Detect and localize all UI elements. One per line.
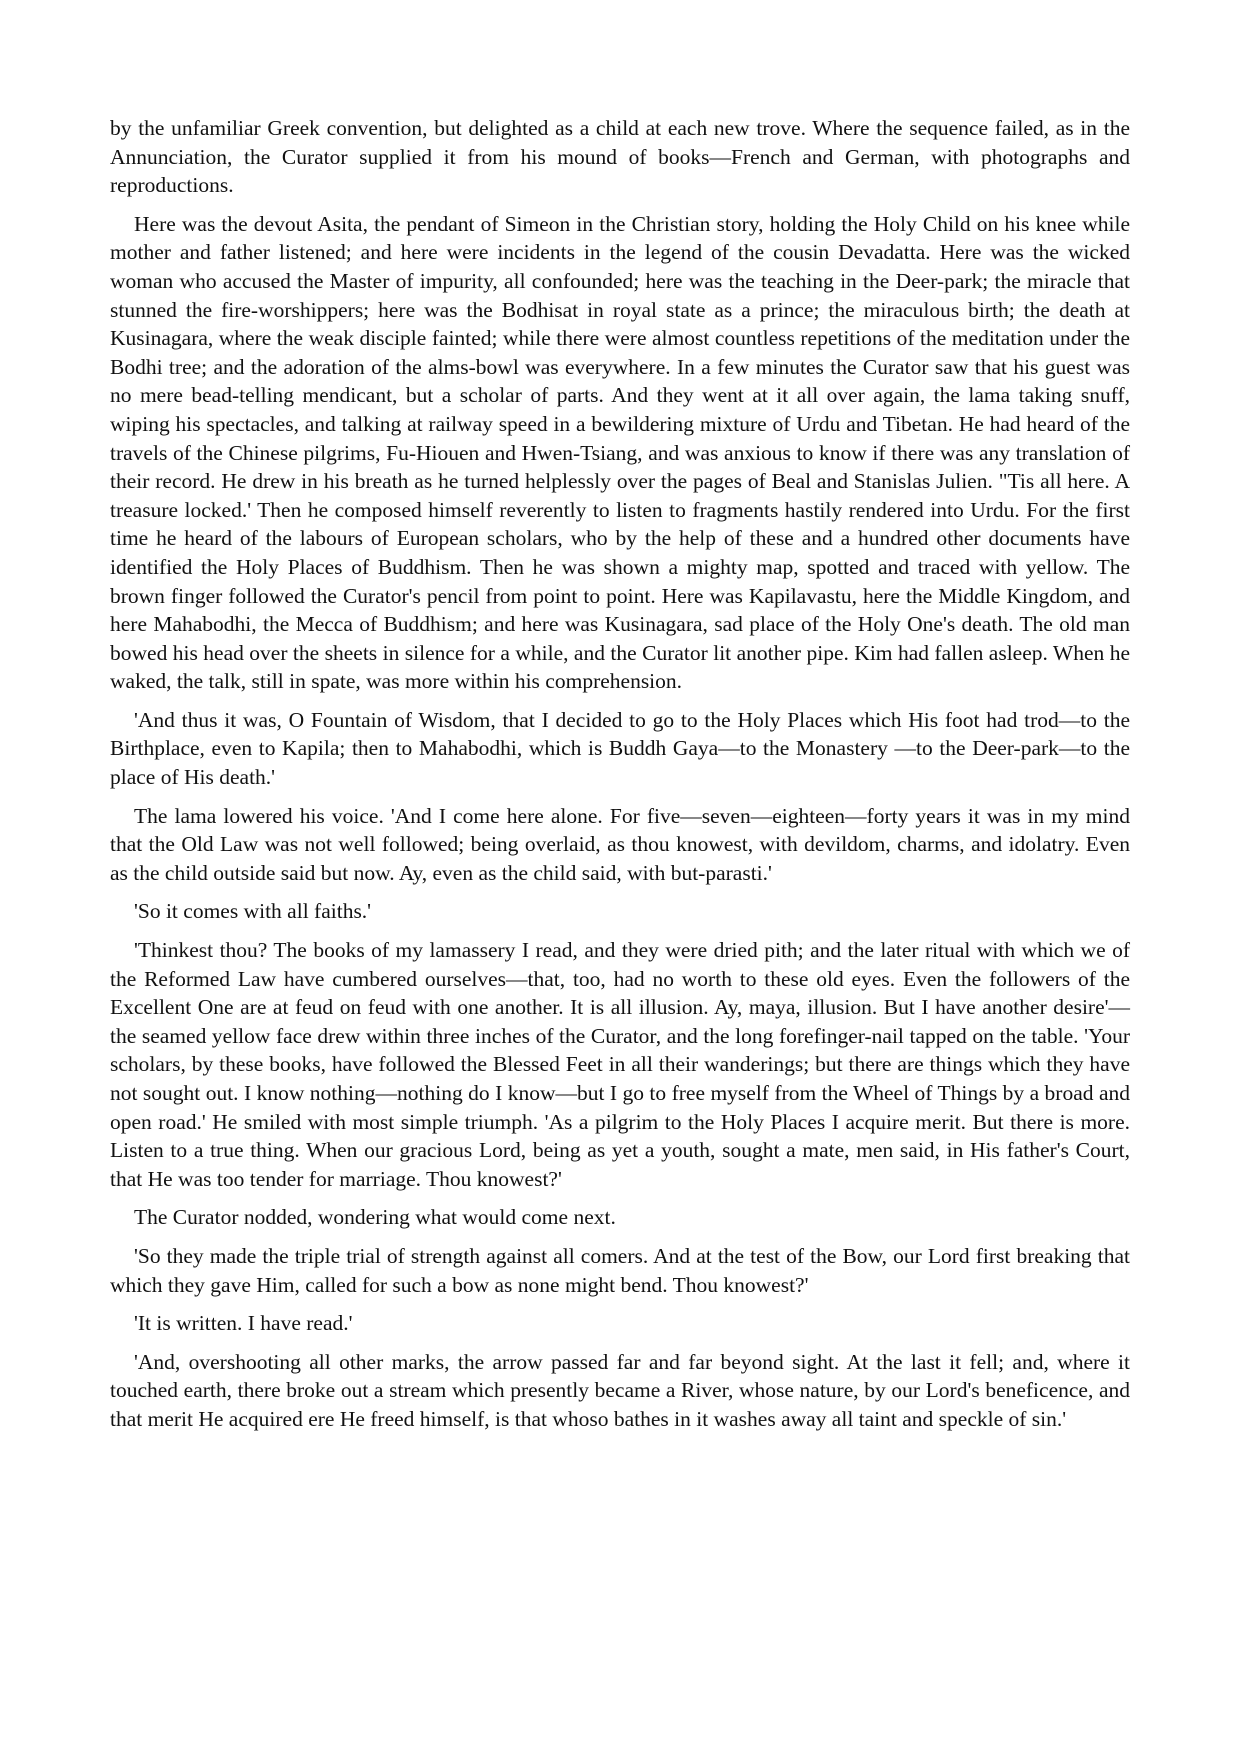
paragraph: Here was the devout Asita, the pendant of Simeon in the Christian story, holding the Holy Child on his knee while mother and father listened; and here were incidents in the legend of the cousin Devadatta. Here was the wicked woman who accused the Master of impurity, all confounded; here was the teaching in the Deer-park; the miracle that stunned the fire-worshippers; here was the Bodhisat in royal state as a prince; the miraculous birth; the death at Kusinagara, where the weak disciple fainted; while there were almost countless repetitions of the meditation under the Bodhi tree; and the adoration of the alms-bowl was everywhere. In a few minutes the Curator saw that his guest was no mere bead-telling mendicant, but a scholar of parts. And they went at it all over again, the lama taking snuff, wiping his spectacles, and talking at railway speed in a bewildering mixture of Urdu and Tibetan. He had heard of the travels of the Chinese pilgrims, Fu-Hiouen and Hwen-Tsiang, and was anxious to know if there was any translation of their record. He drew in his breath as he turned helplessly over the pages of Beal and Stanislas Julien. "Tis all here. A treasure locked.' Then he composed himself reverently to listen to fragments hastily rendered into Urdu. For the first time he heard of the labours of European scholars, who by the help of these and a hundred other documents have identified the Holy Places of Buddhism. Then he was shown a mighty map, spotted and traced with yellow. The brown finger followed the Curator's pencil from point to point. Here was Kapilavastu, here the Middle Kingdom, and here Mahabodhi, the Mecca of Buddhism; and here was Kusinagara, sad place of the Holy One's death. The old man bowed his head over the sheets in silence for a while, and the Curator lit another pipe. Kim had fallen asleep. When he waked, the talk, still in spate, was more within his comprehension. [110,211,1130,694]
paragraph: 'And, overshooting all other marks, the arrow passed far and far beyond sight. At the last it fell; and, where it touched earth, there broke out a stream which presently became a River, whose nature, by our Lord's beneficence, and that merit He acquired ere He freed himself, is that whoso bathes in it washes away all taint and speckle of sin.' [110,1349,1130,1431]
paragraph: 'It is written. I have read.' [134,1311,353,1336]
paragraph: 'So they made the triple trial of strength against all comers. And at the test of the Bow, our Lord first breaking that which they gave Him, called for such a bow as none might bend. Thou knowest?' [110,1243,1130,1297]
paragraph: 'And thus it was, O Fountain of Wisdom, that I decided to go to the Holy Places which His foot had trod—to the Birthplace, even to Kapila; then to Mahabodhi, which is Buddh Gaya—to the Monastery —to the Deer-park—to the place of His death.' [110,707,1130,790]
book-page [110,114,1130,1444]
paragraph: 'So it comes with all faiths.' [134,899,372,924]
paragraph-continued: by the unfamiliar Greek convention, but delighted as a child at each new trove. Where the sequence failed, as in the Annunciation, the Curator supplied it from his mound of books—French and German, with photographs and reproductions. [110,116,1130,198]
paragraph: The Curator nodded, wondering what would come next. [134,1205,616,1230]
paragraph: 'Thinkest thou? The books of my lamassery I read, and they were dried pith; and the later ritual with which we of the Reformed Law have cumbered ourselves—that, too, had no worth to these old eyes. Even the followers of the Excellent One are at feud on feud with one another. It is all illusion. Ay, maya, illusion. But I have another desire'—the seamed yellow face drew within three inches of the Curator, and the long forefinger-nail tapped on the table. 'Your scholars, by these books, have followed the Blessed Feet in all their wanderings; but there are things which they have not sought out. I know nothing—nothing do I know—but I go to free myself from the Wheel of Things by a broad and open road.' He smiled with most simple triumph. 'As a pilgrim to the Holy Places I acquire merit. But there is more. Listen to a true thing. When our gracious Lord, being as yet a youth, sought a mate, men said, in His father's Court, that He was too tender for marriage. Thou knowest?' [110,938,1130,1191]
paragraph: The lama lowered his voice. 'And I come here alone. For five—seven—eighteen—forty years it was in my mind that the Old Law was not well followed; being overlaid, as thou knowest, with devildom, charms, and idolatry. Even as the child outside said but now. Ay, even as the child said, with but-parasti.' [110,803,1130,885]
